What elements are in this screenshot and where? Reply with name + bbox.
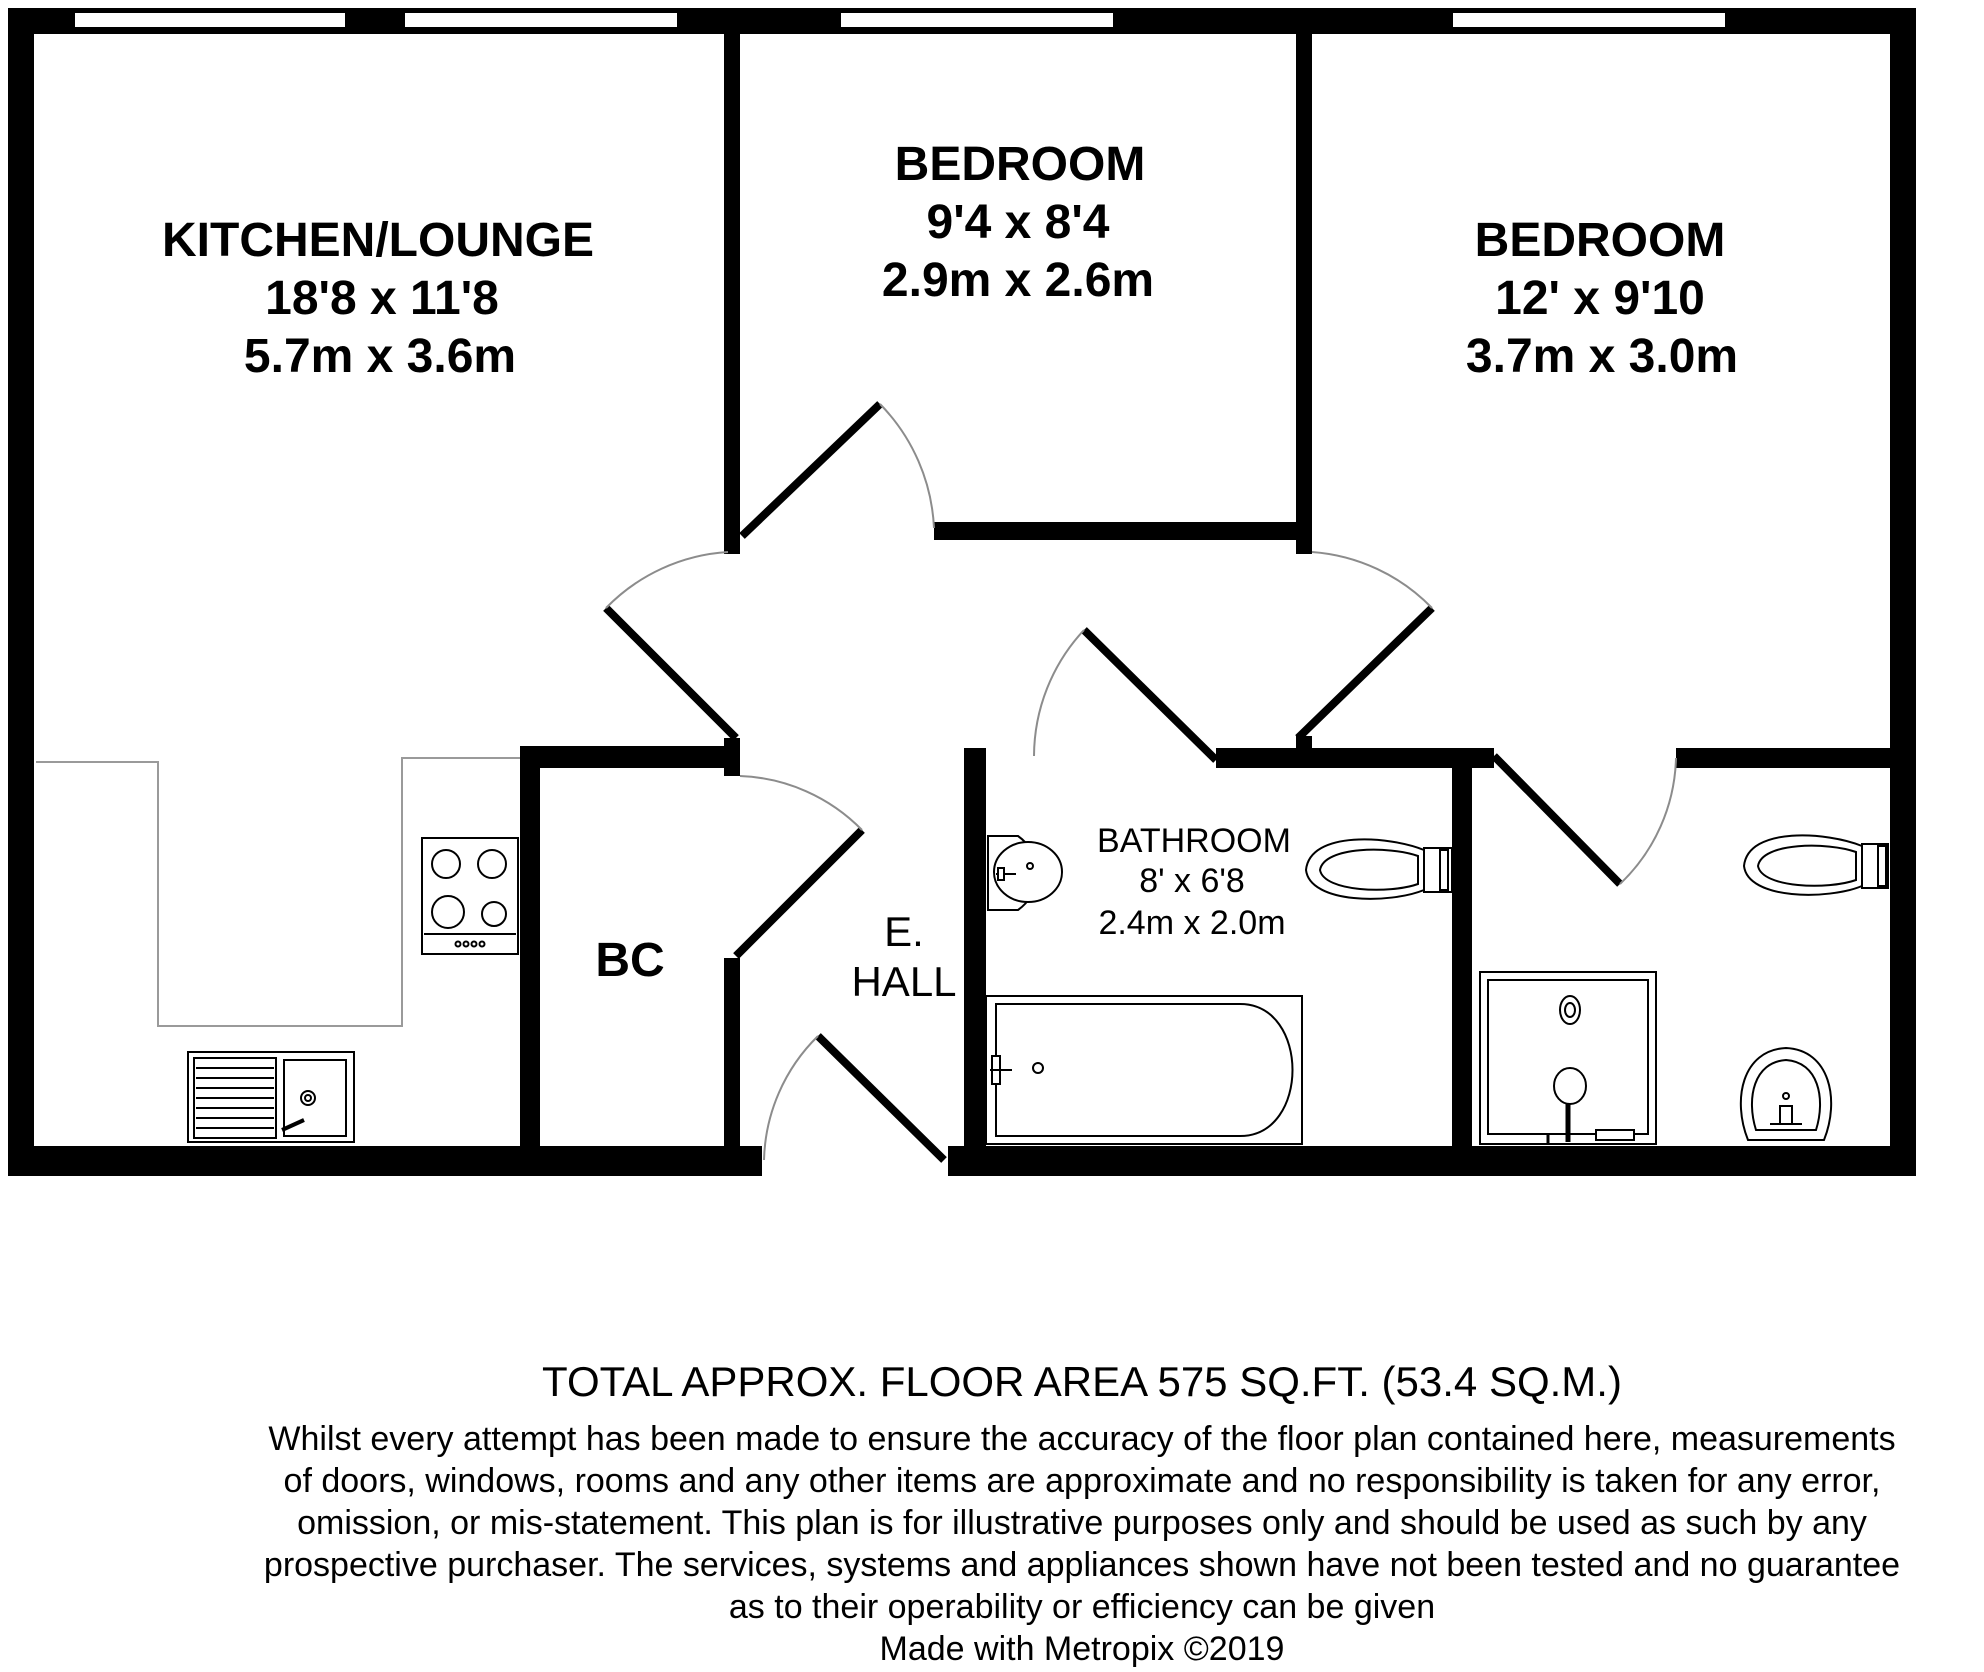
disclaimer-line: prospective purchaser. The services, systems and appliances shown have not been tested and no guarantee: [263, 1546, 1901, 1584]
bedroom1-imperial: 9'4 x 8'4: [926, 196, 1110, 249]
bedroom2-label: [1466, 214, 1738, 383]
disclaimer-line: Whilst every attempt has been made to ensure the accuracy of the floor plan contained here, measurements: [268, 1420, 1896, 1458]
shower-icon: [1480, 972, 1656, 1144]
disclaimer-line: as to their operability or efficiency can be given: [728, 1588, 1436, 1626]
disclaimer: [90, 1418, 1984, 1670]
bedroom1-metric: 2.9m x 2.6m: [881, 254, 1155, 307]
kitchen-metric: 5.7m x 3.6m: [243, 330, 517, 383]
ensuite-basin-icon: [1741, 1048, 1831, 1140]
basin-icon: [988, 836, 1062, 910]
kitchen-name: KITCHEN/LOUNGE: [162, 214, 594, 267]
total-floor-area: TOTAL APPROX. FLOOR AREA 575 SQ.FT. (53.4 SQ.M.): [542, 1358, 1622, 1405]
hob-icon: [422, 838, 518, 954]
disclaimer-line: omission, or mis-statement. This plan is for illustrative purposes only and should be used as such by any: [297, 1504, 1867, 1542]
bedroom2-imperial: 12' x 9'10: [1495, 272, 1705, 325]
toilet-icon: [1306, 839, 1452, 898]
kitchen-lounge-label: [162, 214, 594, 383]
bathroom-label: [1097, 822, 1291, 942]
hall-label: [851, 908, 956, 1005]
disclaimer-line: of doors, windows, rooms and any other items are approximate and no responsibility is taken for any error,: [283, 1462, 1881, 1500]
ensuite-toilet-icon: [1744, 835, 1888, 894]
bedroom1-label: [882, 138, 1154, 307]
bc-label: BC: [595, 934, 665, 987]
metropix-credit: Made with Metropix ©2019: [879, 1630, 1285, 1668]
sink-icon: [188, 1052, 354, 1142]
bathroom-metric: 2.4m x 2.0m: [1098, 904, 1286, 942]
bedroom2-name: BEDROOM: [1474, 214, 1726, 267]
bedroom1-name: BEDROOM: [894, 138, 1146, 191]
bath-icon: [986, 996, 1302, 1144]
bathroom-name: BATHROOM: [1097, 822, 1291, 860]
hall-line1: E.: [884, 908, 924, 955]
bathroom-imperial: 8' x 6'8: [1139, 862, 1245, 900]
bedroom2-metric: 3.7m x 3.0m: [1465, 330, 1739, 383]
kitchen-imperial: 18'8 x 11'8: [265, 272, 499, 325]
windows: [74, 12, 1726, 28]
hall-line2: HALL: [851, 958, 957, 1005]
